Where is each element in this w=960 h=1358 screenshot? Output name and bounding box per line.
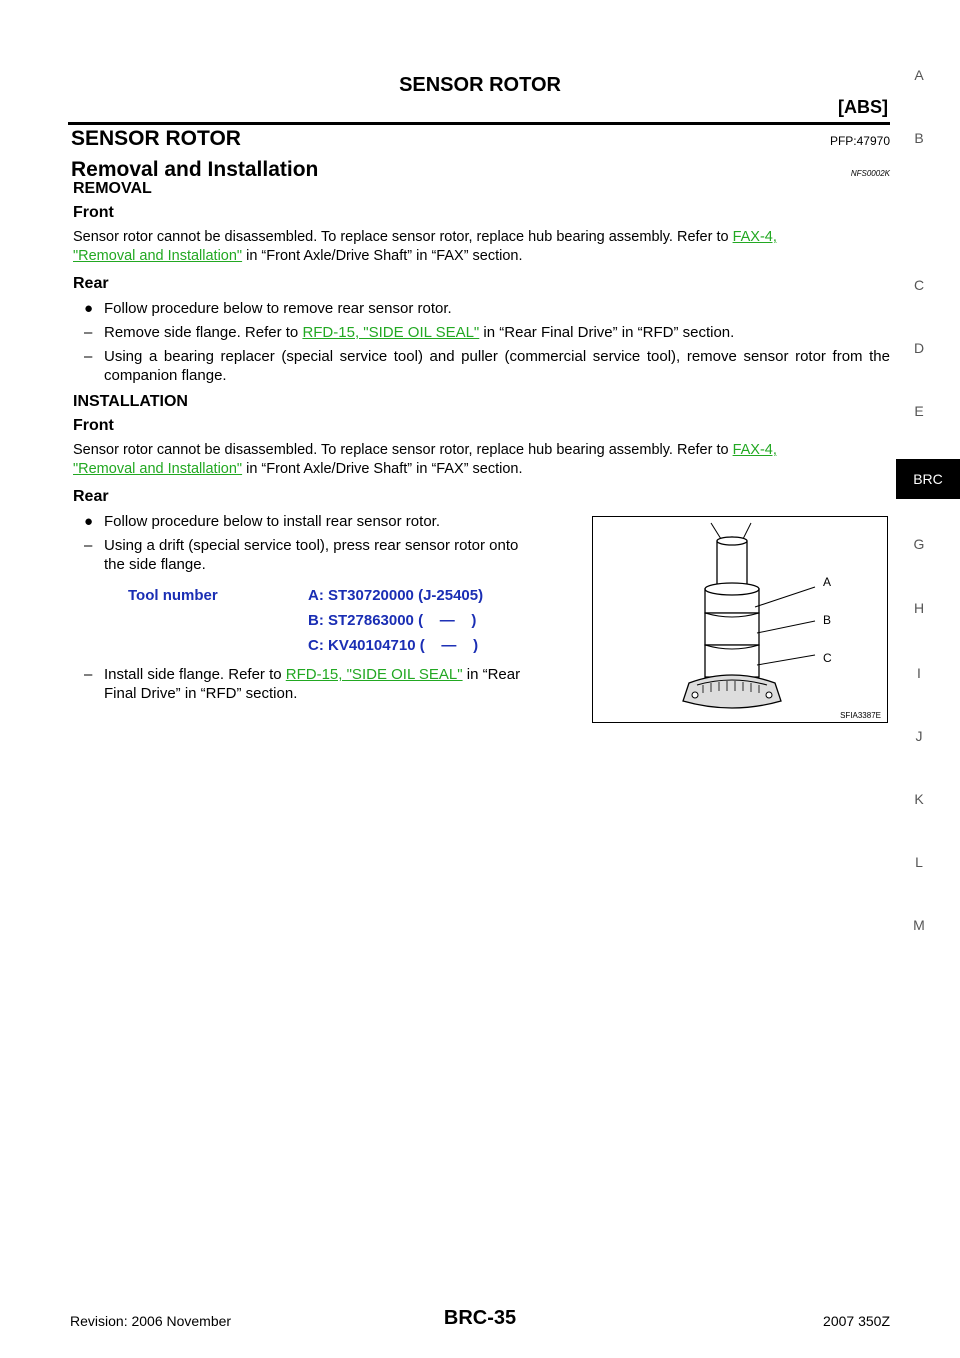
side-index-j[interactable]: J xyxy=(915,728,923,744)
tool-c: C: KV40104710 ( — ) xyxy=(308,637,479,654)
side-index-m[interactable]: M xyxy=(913,917,925,933)
installation-front-heading: Front xyxy=(73,417,114,434)
installation-rear-heading: Rear xyxy=(73,488,109,505)
header-rule xyxy=(68,122,890,125)
installation-rear-step-1: – Using a drift (special service tool), press rear sensor rotor onto the side flange. xyxy=(84,537,519,573)
side-index-b[interactable]: B xyxy=(914,130,924,146)
figure-code: SFIA3387E xyxy=(840,711,881,720)
installation-rear-bullet: ● Follow procedure below to install rear sensor rotor. xyxy=(84,513,440,530)
side-index-e[interactable]: E xyxy=(914,403,924,419)
dash-icon: – xyxy=(84,666,93,683)
removal-rear-heading: Rear xyxy=(73,275,109,292)
installation-front-text: Sensor rotor cannot be disassembled. To replace sensor rotor, replace hub bearing assembly. Refer to FAX-4, "Removal and Installation" in “Front Axle/Drive Shaft” in “FAX” section. xyxy=(73,442,777,477)
pfp-code: PFP:47970 xyxy=(829,134,890,148)
figure-label-c: C xyxy=(823,651,832,665)
removal-front-text: Sensor rotor cannot be disassembled. To replace sensor rotor, replace hub bearing assembly. Refer to FAX-4, "Removal and Installation" in “Front Axle/Drive Shaft” in “FAX” section. xyxy=(73,229,777,264)
figure-label-b: B xyxy=(823,613,832,627)
footer-revision: Revision: 2006 November xyxy=(70,1313,232,1329)
removal-front-heading: Front xyxy=(73,204,114,221)
side-index-c[interactable]: C xyxy=(913,277,925,293)
removal-rear-bullet: ● Follow procedure below to remove rear sensor rotor. xyxy=(84,300,452,317)
dash-icon: – xyxy=(84,324,93,341)
bullet-dot-icon: ● xyxy=(84,300,94,317)
removal-rear-step-1: – Remove side flange. Refer to RFD-15, "SIDE OIL SEAL" in “Rear Final Drive” in “RFD” section. xyxy=(84,324,735,341)
removal-heading: REMOVAL xyxy=(73,180,152,197)
link-rfd-15-side-oil-seal[interactable]: RFD-15, "SIDE OIL SEAL" xyxy=(285,666,463,683)
page-header-subtitle: [ABS] xyxy=(838,97,888,117)
tool-number-label: Tool number xyxy=(128,587,218,604)
side-index-k[interactable]: K xyxy=(914,791,924,807)
dash-icon: – xyxy=(84,348,93,365)
side-index-d[interactable]: D xyxy=(913,340,925,356)
link-removal-and-installation[interactable]: "Removal and Installation" xyxy=(73,461,243,477)
side-index-h[interactable]: H xyxy=(913,600,925,616)
footer-page-number: BRC-35 xyxy=(443,1307,517,1329)
bullet-dot-icon: ● xyxy=(84,513,94,530)
tool-assembly-drawing xyxy=(593,517,886,721)
tool-a: A: ST30720000 (J-25405) xyxy=(308,587,484,604)
figure-label-a: A xyxy=(823,575,832,589)
side-index-a[interactable]: A xyxy=(914,67,924,83)
sensor-rotor-figure xyxy=(592,516,888,723)
page-header-title: SENSOR ROTOR xyxy=(399,74,561,96)
link-fax-4[interactable]: FAX-4, xyxy=(732,442,777,458)
tool-b: B: ST27863000 ( — ) xyxy=(308,612,477,629)
sub-section-title: Removal and Installation xyxy=(71,158,319,181)
installation-heading: INSTALLATION xyxy=(73,393,188,410)
side-index-brc-tab[interactable]: BRC xyxy=(896,459,960,499)
link-fax-4[interactable]: FAX-4, xyxy=(732,229,777,245)
nfs-code: NFS0002K xyxy=(850,169,890,178)
section-title: SENSOR ROTOR xyxy=(71,127,241,150)
dash-icon: – xyxy=(84,537,93,554)
installation-rear-step-2: – Install side flange. Refer to RFD-15, "SIDE OIL SEAL" in “Rear Final Drive” in “RFD” section. xyxy=(84,666,521,702)
footer-model: 2007 350Z xyxy=(823,1313,890,1329)
removal-rear-step-2: – Using a bearing replacer (special service tool) and puller (commercial service tool), remove sensor rotor from the companion flange. xyxy=(84,348,890,384)
link-removal-and-installation[interactable]: "Removal and Installation" xyxy=(73,248,243,264)
link-rfd-15-side-oil-seal[interactable]: RFD-15, "SIDE OIL SEAL" xyxy=(302,324,480,341)
side-index-i[interactable]: I xyxy=(917,665,921,681)
side-index-l[interactable]: L xyxy=(915,854,923,870)
side-index-g[interactable]: G xyxy=(913,536,925,552)
